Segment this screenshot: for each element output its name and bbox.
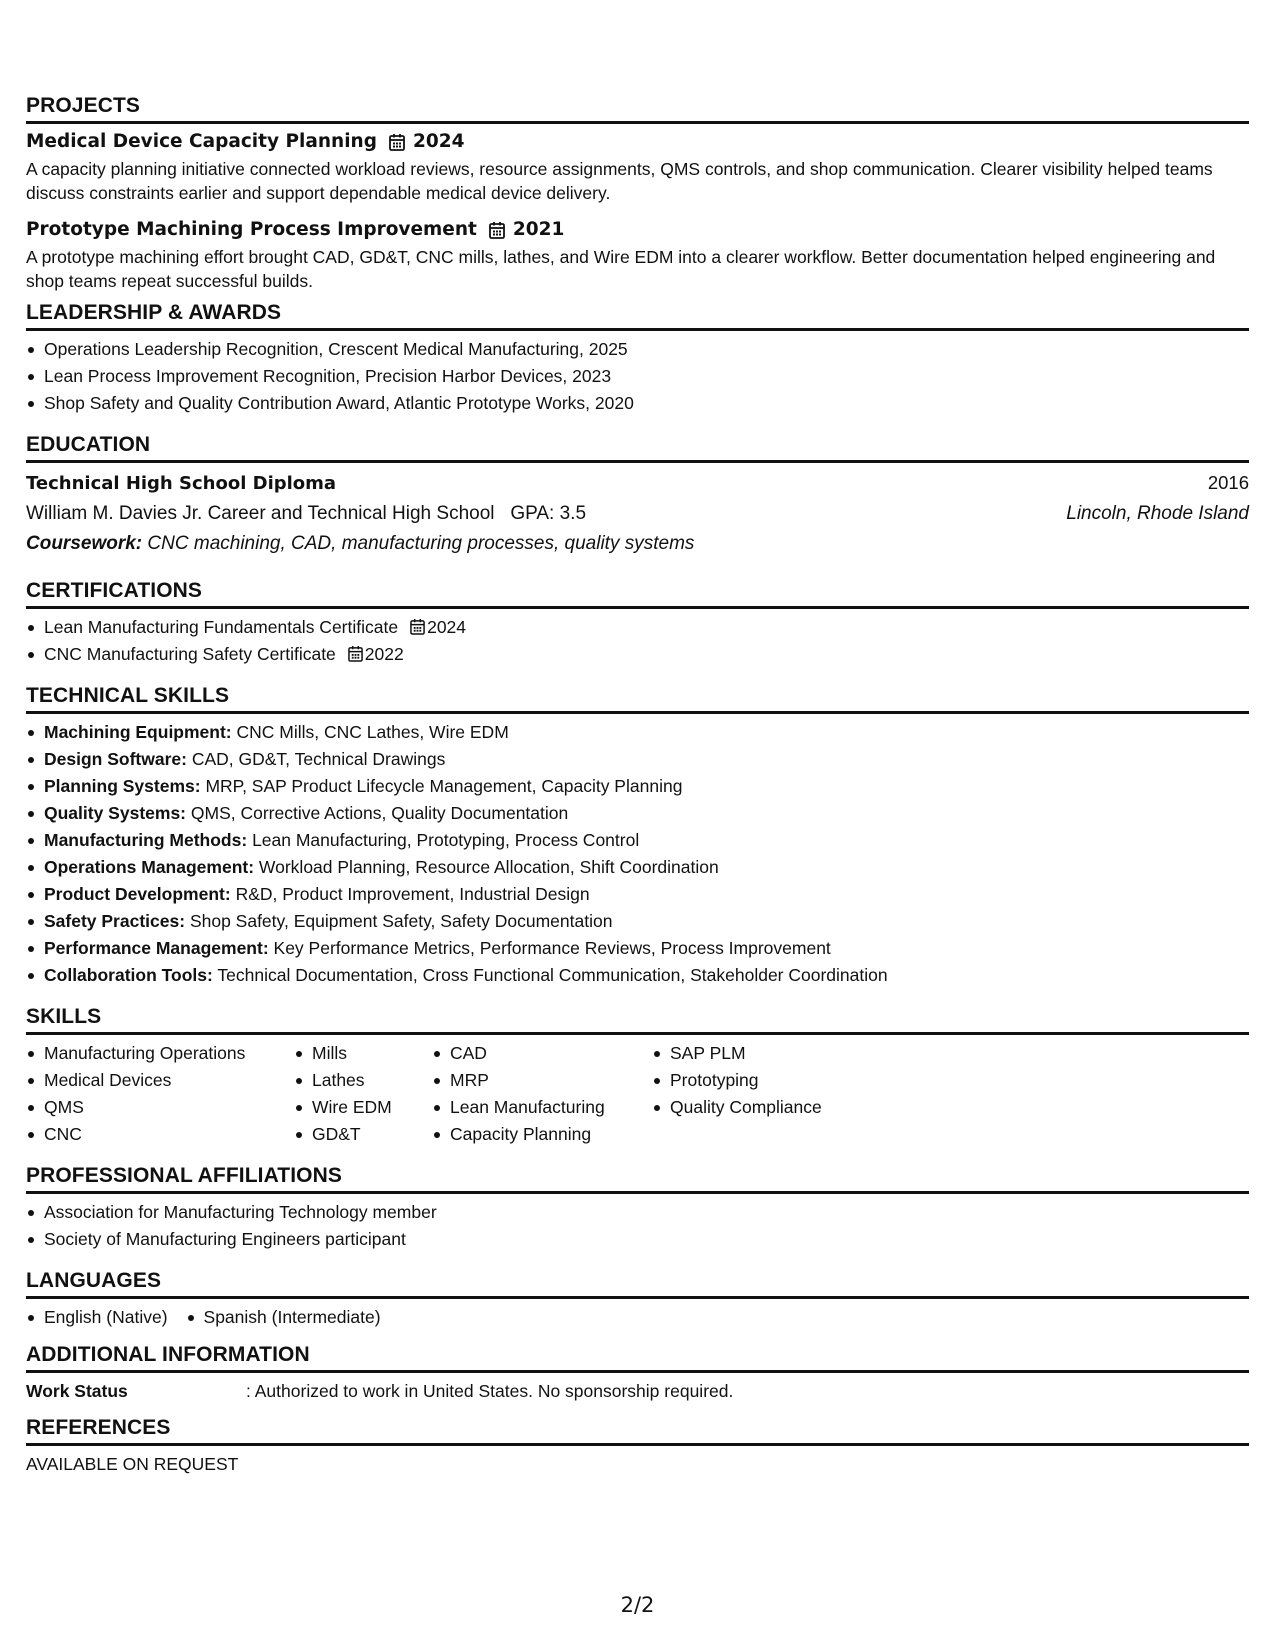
skills-column [652, 1040, 910, 1148]
section-title-projects: PROJECTS [26, 94, 140, 117]
section-divider [26, 1191, 1249, 1194]
leadership-section [26, 299, 1249, 417]
work-status-row [26, 1378, 1249, 1404]
list-item: QMS [44, 1094, 294, 1121]
project-year: 2021 [512, 219, 565, 240]
project-name: Prototype Machining Process Improvement [26, 219, 477, 240]
project-item [26, 217, 1249, 293]
skill-category: Product Development: [44, 884, 231, 904]
skill-values: Lean Manufacturing, Prototyping, Process Control [252, 830, 640, 850]
degree: Technical High School Diploma [26, 473, 337, 494]
project-heading [26, 217, 1249, 243]
certification-name: CNC Manufacturing Safety Certificate [44, 644, 336, 664]
language-list [26, 1304, 168, 1331]
calendar-icon [489, 221, 505, 239]
education-header-row [26, 468, 1249, 499]
skill-values: R&D, Product Improvement, Industrial Design [235, 884, 590, 904]
references-text: AVAILABLE ON REQUEST [26, 1454, 239, 1474]
calendar-icon [348, 645, 363, 662]
list-item: Society of Manufacturing Engineers participant [44, 1226, 1249, 1253]
gpa: GPA: 3.5 [510, 503, 587, 524]
page-number: 2/2 [620, 1593, 655, 1617]
list-item: Medical Devices [44, 1067, 294, 1094]
languages-section [26, 1267, 1249, 1331]
list-item: Mills [312, 1040, 432, 1067]
skill-values: CNC Mills, CNC Lathes, Wire EDM [236, 722, 509, 742]
section-divider [26, 1370, 1249, 1373]
project-heading [26, 129, 1249, 155]
list-item: Quality Compliance [670, 1094, 910, 1121]
section-divider [26, 460, 1249, 463]
list-item: Lean Manufacturing [450, 1094, 652, 1121]
section-title-languages: LANGUAGES [26, 1269, 162, 1292]
list-item [44, 854, 1249, 881]
list-item [44, 641, 1249, 668]
affiliations-section [26, 1162, 1249, 1253]
list-item [44, 773, 1249, 800]
work-status-value: : Authorized to work in United States. No sponsorship required. [246, 1381, 734, 1401]
graduation-year: 2016 [1207, 472, 1249, 493]
projects-section [26, 92, 1249, 293]
certification-year: 2024 [427, 617, 467, 637]
calendar-icon [389, 133, 405, 151]
skill-category: Planning Systems: [44, 776, 201, 796]
project-name: Medical Device Capacity Planning [26, 131, 377, 152]
list-item [44, 719, 1249, 746]
school-location: Lincoln, Rhode Island [1066, 503, 1249, 524]
section-divider [26, 1443, 1249, 1446]
section-title-leadership: LEADERSHIP & AWARDS [26, 301, 282, 324]
skills-column [432, 1040, 652, 1148]
language-list [186, 1304, 381, 1331]
resume-page [26, 92, 1249, 1483]
list-item: Spanish (Intermediate) [204, 1304, 381, 1331]
affiliations-list [26, 1199, 1249, 1253]
certification-year: 2022 [364, 644, 404, 664]
education-section [26, 431, 1249, 559]
section-divider [26, 1032, 1249, 1035]
work-status-label: Work Status [26, 1381, 128, 1401]
list-item: Capacity Planning [450, 1121, 652, 1148]
school-line [26, 499, 586, 529]
section-title-skills: SKILLS [26, 1005, 102, 1028]
skill-category: Operations Management: [44, 857, 255, 877]
skill-category: Collaboration Tools: [44, 965, 213, 985]
skills-grid [26, 1040, 1249, 1148]
technical-skills-list [26, 719, 1249, 989]
skill-values: QMS, Corrective Actions, Quality Documentation [190, 803, 569, 823]
list-item [44, 962, 1249, 989]
list-item: CNC [44, 1121, 294, 1148]
list-item [44, 746, 1249, 773]
skill-values: Shop Safety, Equipment Safety, Safety Documentation [189, 911, 613, 931]
skills-section [26, 1003, 1249, 1148]
list-item: CAD [450, 1040, 652, 1067]
skill-category: Safety Practices: [44, 911, 186, 931]
certification-name: Lean Manufacturing Fundamentals Certificate [44, 617, 399, 637]
list-item: Lathes [312, 1067, 432, 1094]
section-title-certifications: CERTIFICATIONS [26, 579, 203, 602]
list-item [44, 935, 1249, 962]
skill-values: Key Performance Metrics, Performance Reviews, Process Improvement [273, 938, 831, 958]
list-item [44, 614, 1249, 641]
school-name: William M. Davies Jr. Career and Technical High School [26, 503, 495, 524]
coursework [26, 529, 1249, 559]
section-divider [26, 1296, 1249, 1299]
coursework-label: Coursework: [26, 533, 143, 554]
section-title-additional-info: ADDITIONAL INFORMATION [26, 1343, 310, 1366]
section-title-technical-skills: TECHNICAL SKILLS [26, 684, 230, 707]
list-item [44, 827, 1249, 854]
skill-category: Design Software: [44, 749, 187, 769]
technical-skills-section [26, 682, 1249, 989]
skills-column [26, 1040, 294, 1148]
skills-column [294, 1040, 432, 1148]
list-item [44, 881, 1249, 908]
section-divider [26, 121, 1249, 124]
list-item: Prototyping [670, 1067, 910, 1094]
skill-category: Manufacturing Methods: [44, 830, 248, 850]
list-item: Association for Manufacturing Technology member [44, 1199, 1249, 1226]
list-item: Operations Leadership Recognition, Crescent Medical Manufacturing, 2025 [44, 336, 1249, 363]
certifications-list [26, 614, 1249, 668]
languages-row [26, 1304, 1249, 1331]
section-divider [26, 606, 1249, 609]
section-divider [26, 711, 1249, 714]
list-item: MRP [450, 1067, 652, 1094]
skill-values: Workload Planning, Resource Allocation, Shift Coordination [258, 857, 719, 877]
skill-category: Performance Management: [44, 938, 269, 958]
list-item: Lean Process Improvement Recognition, Precision Harbor Devices, 2023 [44, 363, 1249, 390]
list-item: English (Native) [44, 1304, 168, 1331]
project-item [26, 129, 1249, 205]
project-description: A capacity planning initiative connected workload reviews, resource assignments, QMS controls, and shop communication. Clearer visibility helped teams discuss constraints earlier and support dependable medical device delivery. [26, 159, 1213, 203]
section-divider [26, 328, 1249, 331]
awards-list [26, 336, 1249, 417]
list-item: Wire EDM [312, 1094, 432, 1121]
list-item: Shop Safety and Quality Contribution Award, Atlantic Prototype Works, 2020 [44, 390, 1249, 417]
skill-category: Machining Equipment: [44, 722, 232, 742]
additional-info-section [26, 1341, 1249, 1404]
coursework-value: CNC machining, CAD, manufacturing processes, quality systems [147, 533, 695, 554]
references-section [26, 1414, 1249, 1477]
section-title-references: REFERENCES [26, 1416, 171, 1439]
list-item: GD&T [312, 1121, 432, 1148]
calendar-icon [410, 618, 425, 635]
section-title-affiliations: PROFESSIONAL AFFILIATIONS [26, 1164, 342, 1187]
skill-values: CAD, GD&T, Technical Drawings [191, 749, 446, 769]
skill-values: Technical Documentation, Cross Functional Communication, Stakeholder Coordination [217, 965, 888, 985]
list-item: SAP PLM [670, 1040, 910, 1067]
skill-values: MRP, SAP Product Lifecycle Management, Capacity Planning [205, 776, 683, 796]
project-year: 2024 [412, 131, 465, 152]
list-item [44, 908, 1249, 935]
education-school-row [26, 499, 1249, 529]
certifications-section [26, 577, 1249, 668]
list-item [44, 800, 1249, 827]
section-title-education: EDUCATION [26, 433, 151, 456]
list-item: Manufacturing Operations [44, 1040, 294, 1067]
skill-category: Quality Systems: [44, 803, 186, 823]
project-description: A prototype machining effort brought CAD, GD&T, CNC mills, lathes, and Wire EDM into a clearer workflow. Better documentation helped engineering and shop teams repeat successful builds. [26, 247, 1216, 291]
